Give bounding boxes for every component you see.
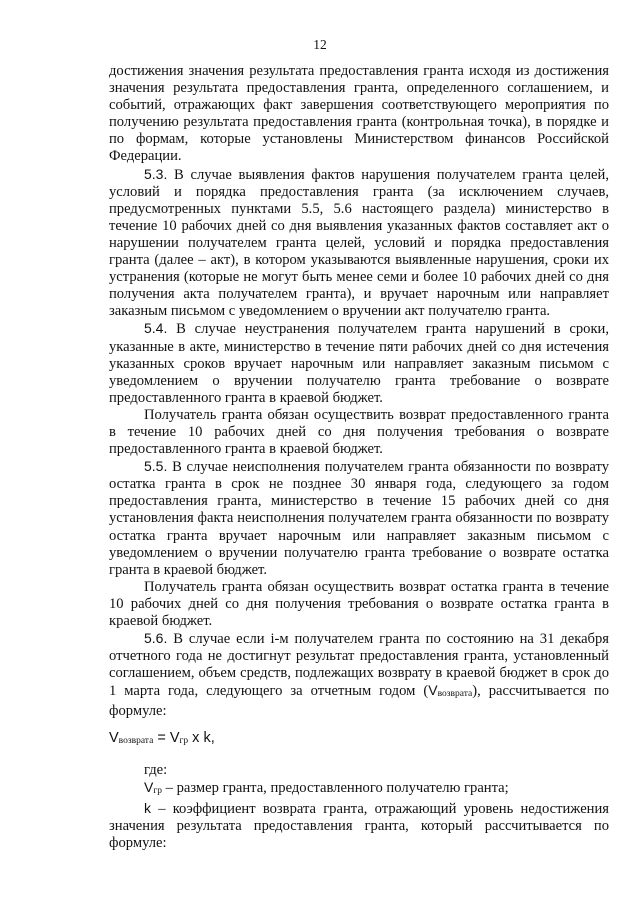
formula-equals: = [153, 729, 170, 746]
paragraph-5-4 [109, 320, 609, 406]
paragraph-return-remainder: Получатель гранта обязан осуществить возврат остатка гранта в течение 10 рабочих дней со дня получения требования о возврате остатка гранта в краевой бюджет. [109, 578, 609, 629]
clause-text-5-6-b: ), рассчитывается по формуле: [109, 683, 609, 720]
where-label: где: [144, 761, 168, 778]
symbol-v: V [428, 682, 438, 699]
formula-sub-gr: гр [179, 735, 189, 746]
clause-number-5-6: 5.6. [144, 630, 168, 647]
formula-rest: x k, [188, 729, 215, 746]
clause-number-5-4: 5.4. [144, 320, 168, 337]
paragraph-5-6 [109, 630, 609, 720]
clause-text-5-6-a: В случае если i-м получателем гранта по состоянию на 31 декабря отчетного года не достигнут результат предоставления гранта, установленный соглашением, объем средств, подлежащих возврату в краевой бюджет в срок до 1 марта года, следующего за отчетным годом ( [109, 631, 609, 700]
definition-symbol-k: k [144, 799, 151, 816]
definition-symbol-v: V [144, 778, 154, 795]
clause-text-5-4: В случае неустранения получателем гранта нарушений в сроки, указанные в акте, министерство в течение пяти рабочих дней со дня истечения указанных сроков вручает нарочным или направляет заказным письмом с уведомлением о вручении получателю гранта требование о возврате предоставленного гранта в краевой бюджет. [109, 321, 609, 406]
clause-text-5-3: В случае выявления фактов нарушения получателем гранта целей, условий и порядка предоставления гранта (за исключением случаев, предусмотренных пунктами 5.5, 5.6 настоящего раздела) министерство в течение 10 рабочих дней со дня выявления указанных фактов составляет акт о нарушении получателем гранта целей, условий и порядка предоставления гранта (далее – акт), в котором указываются выявленные нарушения, сроки их устранения (которые не могут быть менее семи и более 10 рабочих дней со дня получения акта получателем гранта), и вручает нарочным или направляет заказным письмом с уведомлением о вручении акт получателю гранта. [109, 166, 609, 320]
definition-text-v-gr: – размер гранта, предоставленного получателю гранта; [162, 779, 509, 796]
subscript-vozvrata: возврата [437, 689, 473, 700]
document-body [109, 63, 609, 852]
clause-text-5-5: В случае неисполнения получателем гранта обязанности по возврату остатка гранта в срок не позднее 30 января года, следующего за годом предоставления гранта, министерство в течение 15 рабочих дней со дня установления факта неисполнения получателем гранта обязанности по возврату остатка гранта вручает нарочным или направляет заказным письмом с уведомлением о вручении получателю гранта требование о возврате остатка гранта в краевой бюджет. [109, 459, 609, 578]
paragraph-return-grant: Получатель гранта обязан осуществить возврат предоставленного гранта в течение 10 рабочих дней со дня получения требования о возврате предоставленного гранта в краевой бюджет. [109, 406, 609, 458]
definition-sub-gr: гр [153, 785, 162, 796]
paragraph-intro: достижения значения результата предоставления гранта исходя из достижения значения результата предоставления гранта, определенного соглашением, и событий, отражающих факт завершения соответствующего мероприятия по получению результата предоставления гранта (контрольная точка), в порядке и по формам, которые установлены Министерством финансов Российской Федерации. [109, 63, 609, 165]
page-number: 12 [313, 37, 327, 52]
clause-number-5-3: 5.3. [144, 165, 168, 182]
formula-sub-vozvrata: возврата [118, 735, 154, 746]
paragraph-5-5 [109, 458, 609, 579]
formula-v-vozvrata [109, 730, 609, 750]
formula-v: V [109, 729, 119, 746]
formula-v-gr: V [169, 729, 180, 746]
clause-number-5-5: 5.5. [144, 458, 168, 475]
definition-v-gr [109, 779, 609, 800]
definition-k [109, 800, 609, 852]
definition-text-k: – коэффициент возврата гранта, отражающий уровень недостижения значения результата предоставления гранта, который рассчитывается по формуле: [109, 800, 609, 852]
paragraph-5-3 [109, 166, 609, 321]
